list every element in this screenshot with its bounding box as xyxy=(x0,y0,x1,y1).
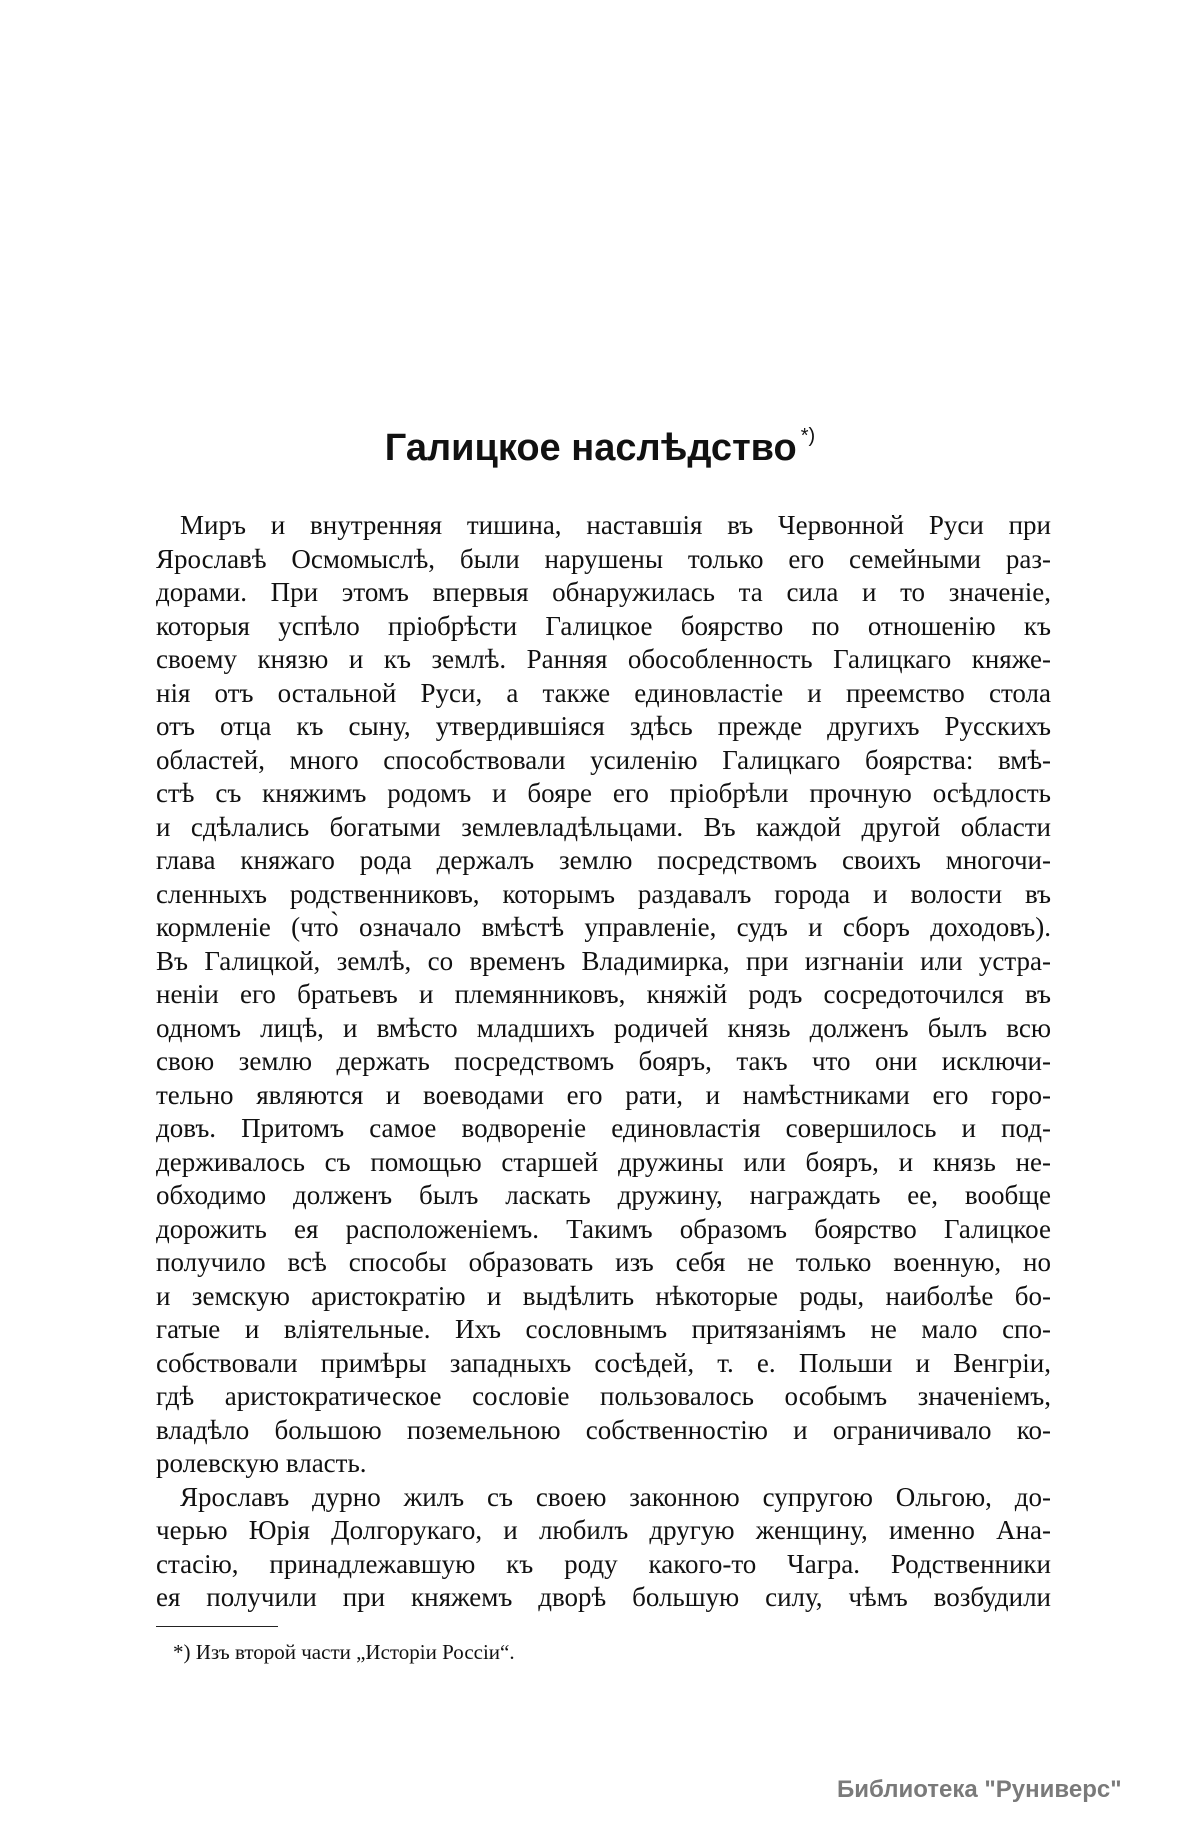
text-line: которыя успѣло пріобрѣсти Галицкое боярство по отношенію къ xyxy=(156,610,1051,641)
text-line: нія отъ остальной Руси, а также единовластіе и преемство стола xyxy=(156,677,1051,708)
text-line: владѣло большою поземельною собственностію и ограничивало ко- xyxy=(156,1414,1051,1445)
page-title xyxy=(0,425,1200,470)
text-line: областей, много способствовали усиленію Галицкаго боярства: вмѣ- xyxy=(156,744,1051,775)
text-line: стѣ съ княжимъ родомъ и бояре его пріобрѣли прочную осѣдлость xyxy=(156,778,1051,808)
text-line: собствовали примѣры западныхъ сосѣдей, т. е. Польши и Венгріи, xyxy=(156,1347,1051,1378)
footnote-divider xyxy=(156,1626,278,1627)
text-line: тельно являются и воеводами его рати, и намѣстниками его горо- xyxy=(156,1079,1051,1110)
text-line: Ярославѣ Осмомыслѣ, были нарушены только его семейными раз- xyxy=(156,543,1051,574)
text-line: черью Юрія Долгорукаго, и любилъ другую женщину, именно Ана- xyxy=(156,1515,1051,1545)
text-line: неніи его братьевъ и племянниковъ, княжій родъ сосредоточился въ xyxy=(156,979,1051,1009)
text-line: своему князю и къ землѣ. Ранняя обособленность Галицкаго княже- xyxy=(156,644,1051,674)
text-line: ея получили при княжемъ дворѣ большую силу, чѣмъ возбудили xyxy=(156,1582,1051,1612)
text-line: дорожить ея расположеніемъ. Такимъ образомъ боярство Галицкое xyxy=(156,1213,1051,1244)
text-line: Ярославъ дурно жилъ съ своею законною супругою Ольгою, до- xyxy=(180,1481,1051,1512)
library-watermark: Библиотека "Руниверс" xyxy=(837,1776,1122,1803)
text-line: сленныхъ родственниковъ, которымъ раздавалъ города и волости въ xyxy=(156,878,1051,909)
text-line: Миръ и внутренняя тишина, наставшія въ Червонной Руси при xyxy=(180,510,1051,540)
text-line: довъ. Притомъ самое водвореніе единовластія совершилось и под- xyxy=(156,1113,1051,1143)
text-line: глава княжаго рода держалъ землю посредствомъ своихъ многочи- xyxy=(156,845,1051,875)
text-line: дорами. При этомъ впервыя обнаружилась та сила и то значеніе, xyxy=(156,577,1051,607)
text-line: свою землю держать посредствомъ бояръ, такъ что они исключи- xyxy=(156,1046,1051,1076)
text-line: одномъ лицѣ, и вмѣсто младшихъ родичей князь долженъ былъ всю xyxy=(156,1012,1051,1043)
text-line: держивалось съ помощью старшей дружины или бояръ, и князь не- xyxy=(156,1146,1051,1177)
text-line: ролевскую власть. xyxy=(156,1448,367,1478)
footnote: *) Изъ второй части „Исторіи Россіи“. xyxy=(173,1640,515,1664)
text-line: Въ Галицкой, землѣ, со временъ Владимирка, при изгнаніи или устра- xyxy=(156,945,1051,976)
text-line: гатые и вліятельные. Ихъ сословнымъ притязаніямъ не мало спо- xyxy=(156,1314,1051,1344)
text-line: получило всѣ способы образовать изъ себя не только военную, но xyxy=(156,1247,1051,1277)
text-line: обходимо долженъ былъ ласкать дружину, награждать ее, вообще xyxy=(156,1180,1051,1210)
text-line: и земскую аристократію и выдѣлить нѣкоторые роды, наиболѣе бо- xyxy=(156,1280,1051,1311)
article-body xyxy=(156,509,1051,1615)
text-line: и сдѣлались богатыми землевладѣльцами. Въ каждой другой области xyxy=(156,811,1051,842)
text-line: отъ отца къ сыну, утвердившіяся здѣсь прежде другихъ Русскихъ xyxy=(156,711,1051,741)
text-line: гдѣ аристократическое сословіе пользовалось особымъ значеніемъ, xyxy=(156,1381,1051,1411)
title-text: Галицкое наслѣдство xyxy=(384,427,797,469)
text-line: кормленіе (что̀ означало вмѣстѣ управленіе, судъ и сборъ доходовъ). xyxy=(156,912,1051,942)
footnote-marker: *) xyxy=(800,425,816,447)
text-line: стасію, принадлежавшую къ роду какого-то Чагра. Родственники xyxy=(156,1548,1051,1579)
